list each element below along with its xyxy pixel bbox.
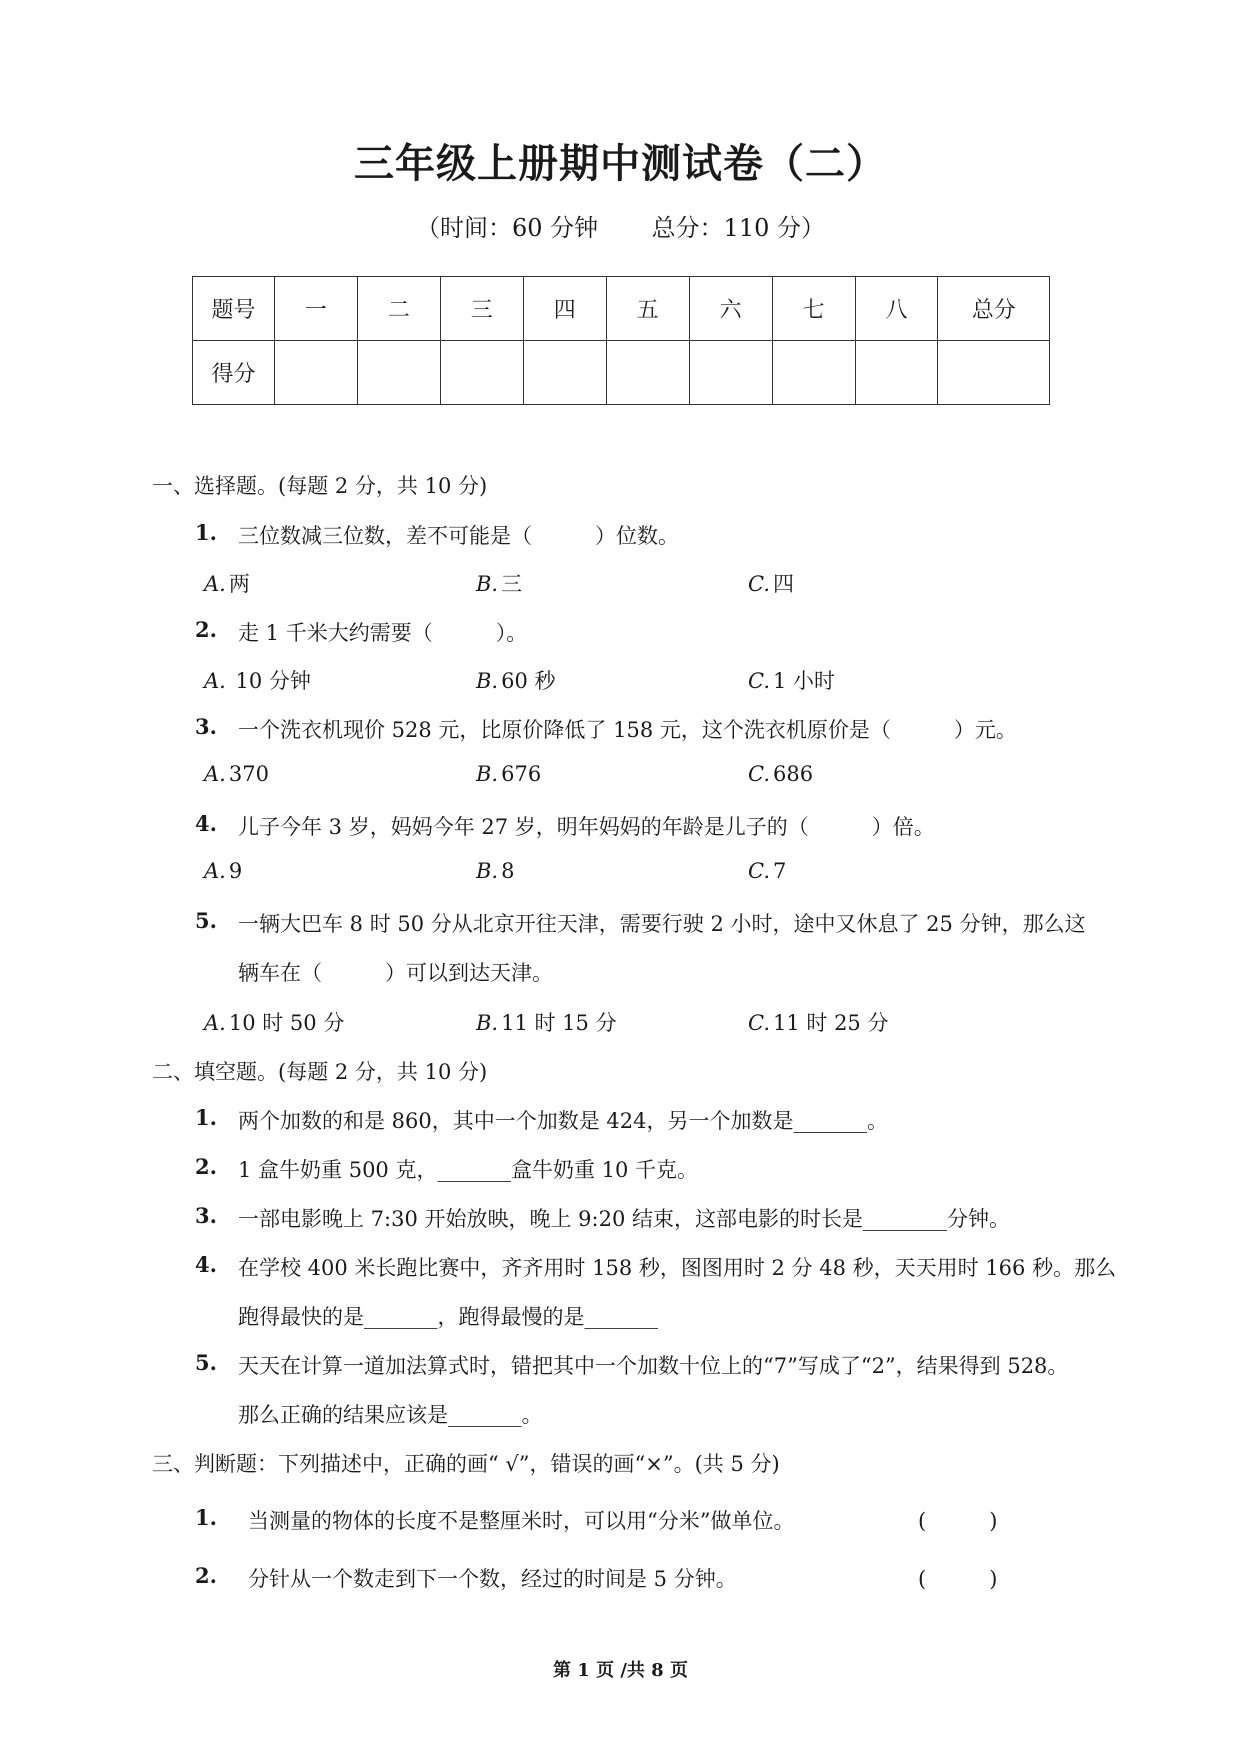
- option-letter: B.: [476, 762, 499, 786]
- question-number: 3.: [195, 714, 217, 739]
- question-text: 一辆大巴车 8 时 50 分从北京开往天津，需要行驶 2 小时，途中又休息了 25 分钟，那么这: [238, 912, 1086, 936]
- question-number: 5.: [195, 908, 217, 933]
- option-letter: B.: [476, 572, 499, 596]
- option-a[interactable]: [204, 762, 269, 786]
- score-cell[interactable]: [606, 341, 689, 405]
- option-b[interactable]: [476, 859, 514, 883]
- option-text: 686: [773, 762, 814, 786]
- option-text: 两: [228, 572, 250, 596]
- option-letter: C.: [748, 762, 770, 786]
- question-number: 1.: [195, 1505, 217, 1530]
- option-text: 60 秒: [501, 669, 556, 693]
- option-text: 三: [501, 572, 523, 596]
- question-text: 1 盒牛奶重 500 克，_______盒牛奶重 10 千克。: [238, 1158, 699, 1182]
- score-cell[interactable]: [440, 341, 523, 405]
- score-cell[interactable]: [938, 341, 1050, 405]
- option-c[interactable]: [748, 762, 813, 786]
- question-text: 天天在计算一道加法算式时，错把其中一个加数十位上的“7”写成了“2”，结果得到 528。: [238, 1354, 1069, 1378]
- option-letter: C.: [748, 859, 770, 883]
- header-cell: 一: [274, 277, 357, 341]
- option-letter: C.: [748, 669, 770, 693]
- page-footer: 第 1 页 /共 8 页: [553, 1660, 688, 1681]
- header-cell: 五: [606, 277, 689, 341]
- option-letter: B.: [476, 669, 499, 693]
- section-heading-true-false: 三、判断题：下列描述中，正确的画“ √”，错误的画“×”。(共 5 分): [152, 1452, 780, 1476]
- question-text-continued: 跑得最快的是_______，跑得最慢的是_______: [238, 1305, 658, 1329]
- question-number: 5.: [195, 1350, 217, 1375]
- score-cell[interactable]: [855, 341, 938, 405]
- header-cell: 总分: [938, 277, 1050, 341]
- option-text: 9: [228, 859, 243, 883]
- score-cell[interactable]: [772, 341, 855, 405]
- answer-bracket[interactable]: ( ): [918, 1509, 998, 1533]
- option-letter: A.: [204, 859, 226, 883]
- option-text: 7: [773, 859, 787, 883]
- question-text: 走 1 千米大约需要（ ）。: [238, 621, 528, 645]
- header-cell: 四: [523, 277, 606, 341]
- row-label-cell: 得分: [193, 341, 275, 405]
- option-letter: B.: [476, 859, 499, 883]
- question-text: 分针从一个数走到下一个数，经过的时间是 5 分钟。: [248, 1567, 737, 1591]
- option-c[interactable]: [748, 1007, 888, 1037]
- score-cell[interactable]: [274, 341, 357, 405]
- option-b[interactable]: [476, 568, 522, 598]
- option-text: 11 时 25 分: [773, 1011, 889, 1035]
- header-cell: 七: [772, 277, 855, 341]
- option-text: 676: [501, 762, 542, 786]
- question-text: 在学校 400 米长跑比赛中，齐齐用时 158 秒，图图用时 2 分 48 秒，天天用时 166 秒。那么: [238, 1256, 1117, 1280]
- option-letter: B.: [476, 1011, 499, 1035]
- option-b[interactable]: [476, 665, 556, 695]
- option-letter: A.: [204, 762, 226, 786]
- option-b[interactable]: [476, 1007, 617, 1037]
- score-cell[interactable]: [357, 341, 440, 405]
- question-text: 两个加数的和是 860，其中一个加数是 424，另一个加数是_______。: [238, 1109, 889, 1133]
- exam-info: （时间：60 分钟 总分：110 分）: [415, 214, 825, 242]
- header-cell: 三: [440, 277, 523, 341]
- question-number: 1.: [195, 1105, 217, 1130]
- option-text: 10 分钟: [228, 669, 311, 693]
- option-b[interactable]: [476, 762, 541, 786]
- score-table-score-row: [193, 341, 1050, 405]
- question-text: 儿子今年 3 岁，妈妈今年 27 岁，明年妈妈的年龄是儿子的（ ）倍。: [238, 815, 935, 839]
- option-c[interactable]: [748, 665, 835, 695]
- score-table-header-row: [193, 277, 1050, 341]
- option-letter: C.: [748, 572, 770, 596]
- header-cell: 八: [855, 277, 938, 341]
- option-text: 370: [228, 762, 269, 786]
- option-a[interactable]: [204, 665, 311, 695]
- answer-bracket[interactable]: ( ): [918, 1567, 998, 1591]
- question-text-continued: 那么正确的结果应该是_______。: [238, 1403, 543, 1427]
- score-cell[interactable]: [689, 341, 772, 405]
- option-text: 10 时 50 分: [228, 1011, 345, 1035]
- question-number: 2.: [195, 617, 217, 642]
- question-number: 4.: [195, 1252, 217, 1277]
- option-text: 四: [773, 572, 794, 596]
- header-cell: 题号: [193, 277, 275, 341]
- option-c[interactable]: [748, 859, 786, 883]
- option-a[interactable]: [204, 568, 250, 598]
- option-a[interactable]: [204, 859, 242, 883]
- option-letter: A.: [204, 669, 226, 693]
- question-text-continued: 辆车在（ ）可以到达天津。: [238, 961, 553, 985]
- question-text: 一部电影晚上 7:30 开始放映，晚上 9:20 结束，这部电影的时长是________分钟。: [238, 1207, 1011, 1231]
- header-cell: 六: [689, 277, 772, 341]
- question-number: 3.: [195, 1203, 217, 1228]
- option-text: 11 时 15 分: [501, 1011, 617, 1035]
- section-heading-fill-blank: 二、填空题。(每题 2 分，共 10 分): [152, 1060, 488, 1084]
- header-cell: 二: [357, 277, 440, 341]
- option-text: 8: [501, 859, 515, 883]
- question-number: 1.: [195, 520, 217, 545]
- option-a[interactable]: [204, 1007, 344, 1037]
- option-text: 1 小时: [773, 669, 836, 693]
- question-text: 当测量的物体的长度不是整厘米时，可以用“分米”做单位。: [248, 1509, 795, 1533]
- question-number: 2.: [195, 1563, 217, 1588]
- score-cell[interactable]: [523, 341, 606, 405]
- question-text: 一个洗衣机现价 528 元，比原价降低了 158 元，这个洗衣机原价是（ ）元。: [238, 718, 1017, 742]
- option-letter: C.: [748, 1011, 770, 1035]
- score-table: [192, 276, 1050, 405]
- question-number: 2.: [195, 1154, 217, 1179]
- option-letter: A.: [204, 572, 226, 596]
- question-text: 三位数减三位数，差不可能是（ ）位数。: [238, 524, 679, 548]
- section-heading-choice: 一、选择题。(每题 2 分，共 10 分): [152, 474, 488, 498]
- page-title: 三年级上册期中测试卷（二）: [354, 141, 887, 187]
- question-number: 4.: [195, 811, 217, 836]
- option-letter: A.: [204, 1011, 226, 1035]
- option-c[interactable]: [748, 568, 794, 598]
